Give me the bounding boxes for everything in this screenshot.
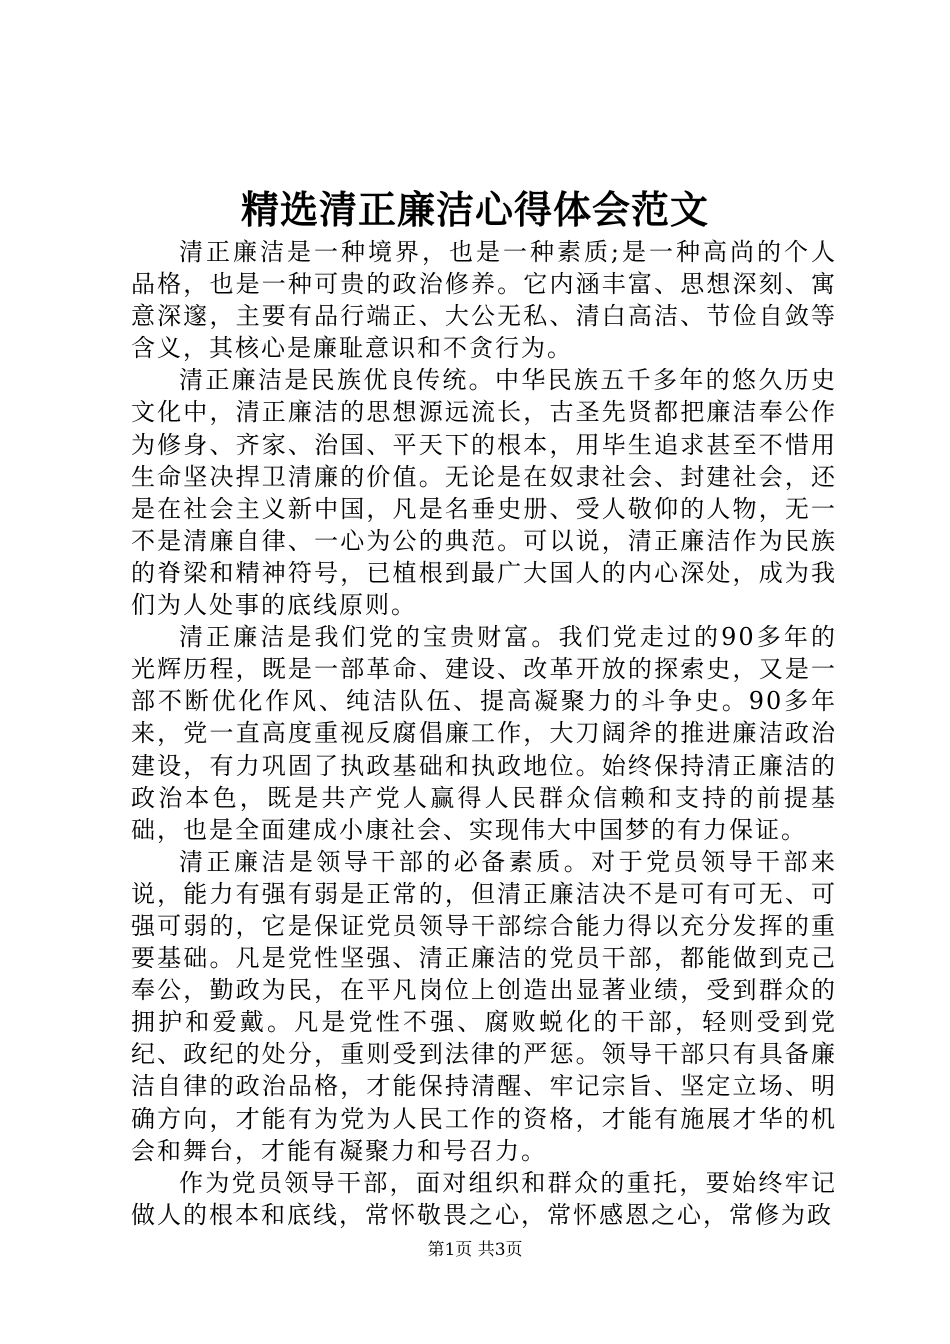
document-title: 精选清正廉洁心得体会范文 [240, 187, 709, 232]
document-body [131, 236, 837, 1231]
paragraph-4: 清正廉洁是领导干部的必备素质。对于党员领导干部来说，能力有强有弱是正常的，但清正廉洁决不是可有可无、可强可弱的，它是保证党员领导干部综合能力得以充分发挥的重要基础。凡是党性坚强、清正廉洁的党员干部，都能做到克己奉公，勤政为民，在平凡岗位上创造出显著业绩，受到群众的拥护和爱戴。凡是党性不强、腐败蜕化的干部，轻则受到党纪、政纪的处分，重则受到法律的严惩。领导干部只有具备廉洁自律的政治品格，才能保持清醒、牢记宗旨、坚定立场、明确方向，才能有为党为人民工作的资格，才能有施展才华的机会和舞台，才能有凝聚力和号召力。 [131, 847, 837, 1165]
paragraph-5: 作为党员领导干部，面对组织和群众的重托，要始终牢记做人的根本和底线，常怀敬畏之心，常怀感恩之心，常修为政 [131, 1168, 837, 1229]
paragraph-3: 清正廉洁是我们党的宝贵财富。我们党走过的90多年的光辉历程，既是一部革命、建设、改革开放的探索史，又是一部不断优化作风、纯洁队伍、提高凝聚力的斗争史。90多年来，党一直高度重视反腐倡廉工作，大刀阔斧的推进廉洁政治建设，有力巩固了执政基础和执政地位。始终保持清正廉洁的政治本色，既是共产党人赢得人民群众信赖和支持的前提基础，也是全面建成小康社会、实现伟大中国梦的有力保证。 [131, 623, 837, 844]
page-number-footer: 第1页 共3页 [427, 1240, 523, 1260]
paragraph-1: 清正廉洁是一种境界，也是一种素质;是一种高尚的个人品格，也是一种可贵的政治修养。它内涵丰富、思想深刻、寓意深邃，主要有品行端正、大公无私、清白高洁、节俭自敛等含义，其核心是廉耻意识和不贪行为。 [131, 238, 837, 363]
paragraph-2: 清正廉洁是民族优良传统。中华民族五千多年的悠久历史文化中，清正廉洁的思想源远流长，古圣先贤都把廉洁奉公作为修身、齐家、治国、平天下的根本，用毕生追求甚至不惜用生命坚决捍卫清廉的价值。无论是在奴隶社会、封建社会，还是在社会主义新中国，凡是名垂史册、受人敬仰的人物，无一不是清廉自律、一心为公的典范。可以说，清正廉洁作为民族的脊梁和精神符号，已植根到最广大国人的内心深处，成为我们为人处事的底线原则。 [131, 366, 837, 620]
